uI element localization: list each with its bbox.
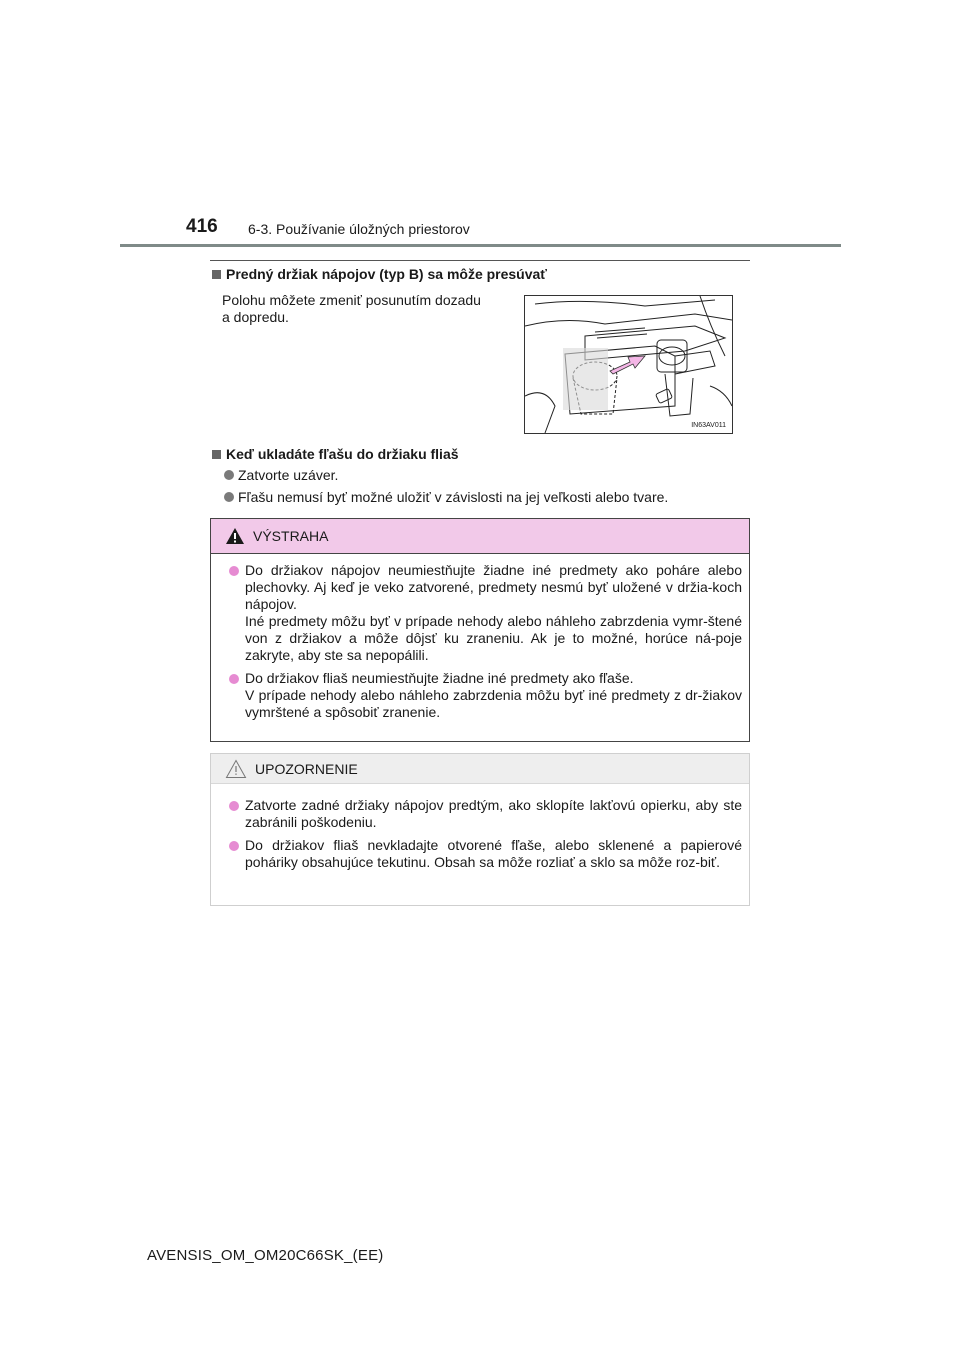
caution-box — [210, 753, 750, 906]
description-line: Polohu môžete zmeniť posunutím dozadu — [222, 292, 481, 308]
list-item-text: Fľašu nemusí byť možné uložiť v závislosti na jej veľkosti alebo tvare. — [238, 489, 669, 505]
square-bullet-icon — [212, 270, 221, 279]
list-item — [224, 489, 668, 505]
bullet-dot-icon — [224, 470, 234, 480]
caution-triangle-icon — [225, 759, 247, 779]
warning-item — [229, 562, 742, 664]
warning-item-text: Do držiakov nápojov neumiestňujte žiadne iné predmety ako poháre alebo plechovky. Aj keď je veko zatvorené, predmety nesmú byť uložené v držia-koch nápojov. Iné predmety môžu byť v prípade nehody alebo náhleho zabrzdenia vymr-štené von z držiakov a môže dôjsť ku zraneniu. Ak je to možné, horúce ná-poje zakryte, aby ste sa nepopálili. — [245, 562, 742, 663]
description-line: a dopredu. — [222, 309, 289, 325]
chapter-title: 6-3. Používanie úložných priestorov — [248, 221, 470, 237]
list-item — [224, 467, 338, 483]
cup-holder-illustration — [524, 295, 733, 434]
caution-item-text: Do držiakov fliaš nevkladajte otvorené fľaše, alebo sklenené a papierové poháriky obsahujúce tekutinu. Obsah sa môže rozliať a sklo sa môže roz-biť. — [245, 837, 742, 870]
square-bullet-icon — [212, 450, 221, 459]
section-heading-text: Predný držiak nápojov (typ B) sa môže presúvať — [226, 266, 548, 282]
caution-item — [229, 797, 742, 831]
figure-code: IN63AV011 — [691, 422, 726, 429]
pink-bullet-icon — [229, 674, 239, 684]
cup-holder-description — [222, 292, 481, 326]
section-heading-cup-holder — [212, 266, 547, 282]
document-code: AVENSIS_OM_OM20C66SK_(EE) — [147, 1247, 384, 1264]
warning-item-text: Do držiakov fliaš neumiestňujte žiadne iné predmety ako fľaše. V prípade nehody alebo náhleho zabrzdenia môžu byť iné predmety z dr-žiakov vymrštené a spôsobiť zranenie. — [245, 670, 742, 720]
warning-title: VÝSTRAHA — [253, 528, 329, 544]
page-number: 416 — [186, 216, 218, 237]
warning-box — [210, 518, 750, 742]
caution-title: UPOZORNENIE — [255, 760, 358, 777]
pink-bullet-icon — [229, 801, 239, 811]
warning-header — [211, 519, 749, 554]
caution-item — [229, 837, 742, 871]
caution-header — [211, 754, 749, 784]
warning-item — [229, 670, 742, 721]
caution-item-text: Zatvorte zadné držiaky nápojov predtým, ako sklopíte lakťovú opierku, aby ste zabránili poškodeniu. — [245, 797, 742, 830]
pink-bullet-icon — [229, 841, 239, 851]
section-heading-text: Keď ukladáte fľašu do držiaku fliaš — [226, 446, 459, 462]
list-item-text: Zatvorte uzáver. — [238, 467, 339, 483]
header-divider — [120, 244, 841, 247]
pink-bullet-icon — [229, 566, 239, 576]
section-divider — [210, 260, 750, 261]
section-heading-bottle-holder — [212, 446, 459, 462]
warning-triangle-icon — [225, 527, 245, 545]
bullet-dot-icon — [224, 492, 234, 502]
console-drawing — [525, 296, 732, 433]
